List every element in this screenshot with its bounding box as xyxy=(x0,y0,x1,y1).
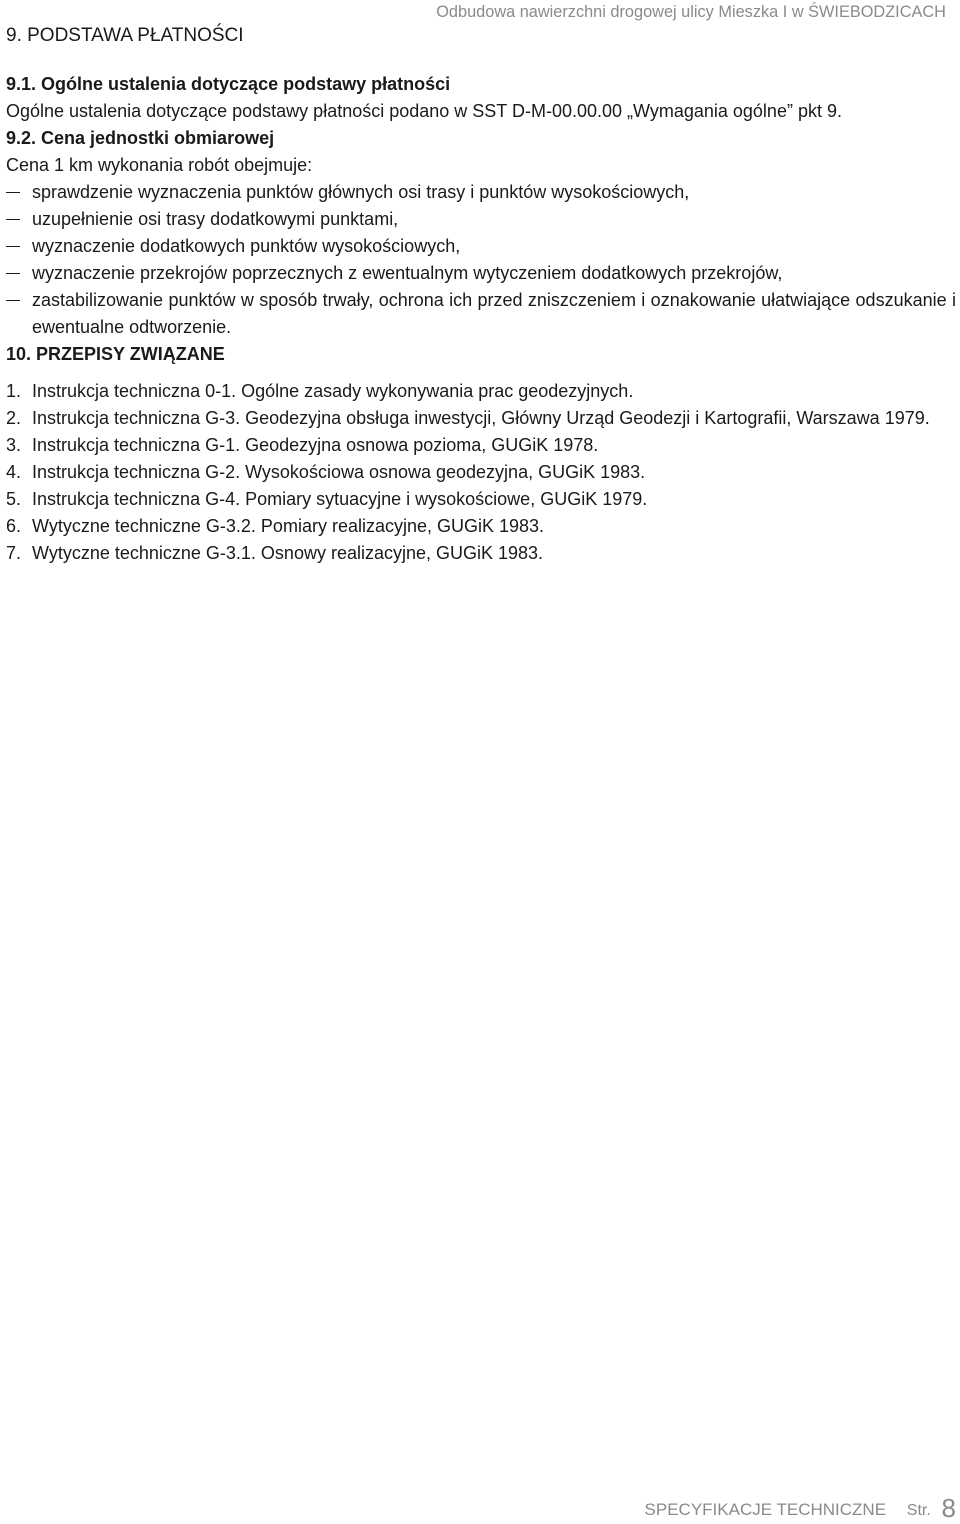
section-9-1-text: Ogólne ustalenia dotyczące podstawy płatności podano w SST D-M-00.00.00 „Wymagania ogólne” pkt 9. xyxy=(6,101,842,121)
dash-bullet-icon xyxy=(6,219,20,220)
reference-number: 7. xyxy=(6,543,22,563)
page-footer xyxy=(645,1491,956,1522)
section-9-1-heading: 9.1. Ogólne ustalenia dotyczące podstawy płatności xyxy=(6,74,451,94)
reference-item xyxy=(6,540,956,567)
reference-number: 6. xyxy=(6,516,22,536)
reference-item xyxy=(6,378,956,405)
reference-item xyxy=(6,432,956,459)
reference-number: 3. xyxy=(6,435,22,455)
footer-page-label: Str. xyxy=(906,1502,931,1519)
section-10-heading: 10. PRZEPISY ZWIĄZANE xyxy=(6,344,225,364)
list-item xyxy=(6,260,956,287)
list-item-text: zastabilizowanie punktów w sposób trwały, ochrona ich przed zniszczeniem i oznakowanie ułatwiające odszukanie i ewentualne odtworzenie. xyxy=(32,290,956,337)
reference-item xyxy=(6,486,956,513)
dash-bullet-icon xyxy=(6,273,20,274)
document-header-title: Odbudowa nawierzchni drogowej ulicy Mieszka I w ŚWIEBODZICACH xyxy=(436,2,946,21)
footer-page-number: 8 xyxy=(941,1493,956,1523)
section-9-2-intro: Cena 1 km wykonania robót obejmuje: xyxy=(6,155,313,175)
section-9-2-heading: 9.2. Cena jednostki obmiarowej xyxy=(6,128,275,148)
document-body xyxy=(6,22,956,567)
reference-item xyxy=(6,513,956,540)
dash-bullet-icon xyxy=(6,192,20,193)
reference-number: 5. xyxy=(6,489,22,509)
list-item-text: sprawdzenie wyznaczenia punktów głównych osi trasy i punktów wysokościowych, xyxy=(32,182,690,202)
list-item-text: wyznaczenie dodatkowych punktów wysokościowych, xyxy=(32,236,461,256)
reference-number: 2. xyxy=(6,408,22,428)
reference-item xyxy=(6,405,956,432)
reference-item xyxy=(6,459,956,486)
dash-bullet-icon xyxy=(6,246,20,247)
list-item xyxy=(6,233,956,260)
reference-text: Instrukcja techniczna G-1. Geodezyjna osnowa pozioma, GUGiK 1978. xyxy=(32,435,599,455)
list-item xyxy=(6,179,956,206)
section-9-heading: 9. PODSTAWA PŁATNOŚCI xyxy=(6,25,244,46)
list-item xyxy=(6,206,956,233)
reference-number: 4. xyxy=(6,462,22,482)
cost-items-list xyxy=(6,179,956,341)
reference-text: Instrukcja techniczna G-4. Pomiary sytuacyjne i wysokościowe, GUGiK 1979. xyxy=(32,489,648,509)
reference-text: Instrukcja techniczna G-3. Geodezyjna obsługa inwestycji, Główny Urząd Geodezji i Kartografii, Warszawa 1979. xyxy=(32,408,930,428)
reference-text: Wytyczne techniczne G-3.2. Pomiary realizacyjne, GUGiK 1983. xyxy=(32,516,545,536)
reference-number: 1. xyxy=(6,381,22,401)
footer-section-label: SPECYFIKACJE TECHNICZNE xyxy=(644,1500,887,1519)
references-list xyxy=(6,378,956,567)
list-item xyxy=(6,287,956,341)
list-item-text: uzupełnienie osi trasy dodatkowymi punktami, xyxy=(32,209,399,229)
reference-text: Instrukcja techniczna 0-1. Ogólne zasady wykonywania prac geodezyjnych. xyxy=(32,381,634,401)
reference-text: Wytyczne techniczne G-3.1. Osnowy realizacyjne, GUGiK 1983. xyxy=(32,543,544,563)
dash-bullet-icon xyxy=(6,300,20,301)
list-item-text: wyznaczenie przekrojów poprzecznych z ewentualnym wytyczeniem dodatkowych przekrojów, xyxy=(32,263,783,283)
reference-text: Instrukcja techniczna G-2. Wysokościowa osnowa geodezyjna, GUGiK 1983. xyxy=(32,462,646,482)
